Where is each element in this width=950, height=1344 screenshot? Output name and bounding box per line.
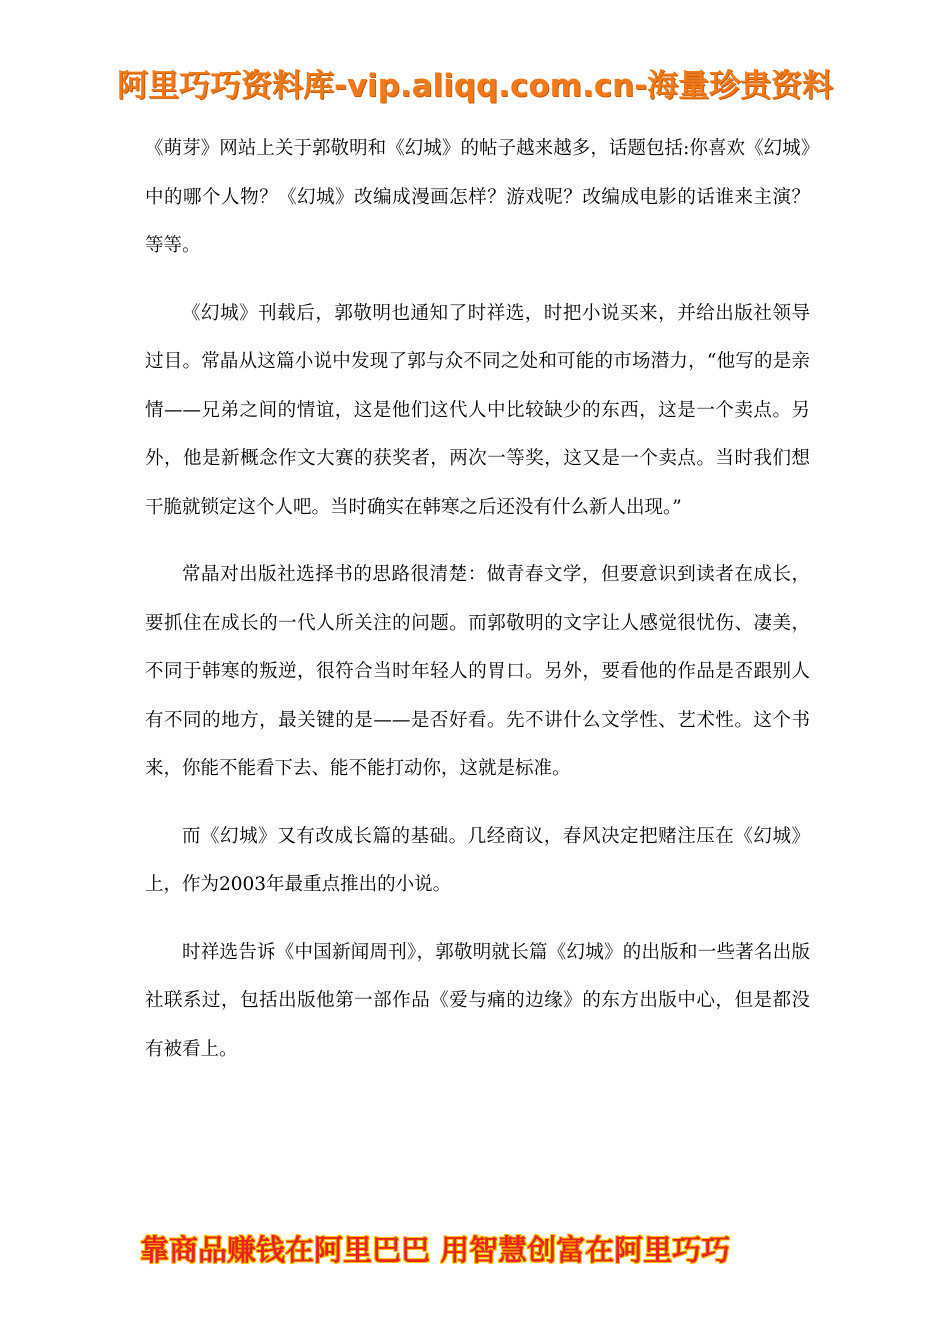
paragraph-2: 《幻城》刊载后，郭敬明也通知了时祥选，时把小说买来，并给出版社领导过目。常晶从这篇小说中发现了郭与众不同之处和可能的市场潜力，“他写的是亲情——兄弟之间的情谊，这是他们这代人中比较缺少的东西，这是一个卖点。另外，他是新概念作文大赛的获奖者，两次一等奖，这又是一个卖点。当时我们想干脆就锁定这个人吧。当时确实在韩寒之后还没有什么新人出现。” [145, 302, 810, 518]
paragraph-3: 常晶对出版社选择书的思路很清楚：做青春文学，但要意识到读者在成长，要抓住在成长的一代人所关注的问题。而郭敬明的文字让人感觉很忧伤、凄美，不同于韩寒的叛逆，很符合当时年轻人的胃口。另外，要看他的作品是否跟别人有不同的地方，最关键的是——是否好看。先不讲什么文学性、艺术性。这个书来，你能不能看下去、能不能打动你，这就是标准。 [145, 564, 810, 779]
header-banner: 阿里巧巧资料库-vip.aliqq.com.cn-海量珍贵资料 [116, 68, 834, 104]
article-body [145, 125, 810, 1074]
paragraph-4: 而《幻城》又有改成长篇的基础。几经商议，春风决定把赌注压在《幻城》上，作为2003年最重点推出的小说。 [145, 825, 810, 895]
paragraph-5: 时祥选告诉《中国新闻周刊》，郭敬明就长篇《幻城》的出版和一些著名出版社联系过，包括出版他第一部作品《爱与痛的边缘》的东方出版中心，但是都没有被看上。 [145, 941, 810, 1060]
footer-banner: 靠商品赚钱在阿里巴巴 用智慧创富在阿里巧巧 [140, 1233, 731, 1267]
paragraph-1: 《萌芽》网站上关于郭敬明和《幻城》的帖子越来越多，话题包括:你喜欢《幻城》中的哪个人物？《幻城》改编成漫画怎样？游戏呢？改编成电影的话谁来主演？等等。 [145, 138, 810, 256]
